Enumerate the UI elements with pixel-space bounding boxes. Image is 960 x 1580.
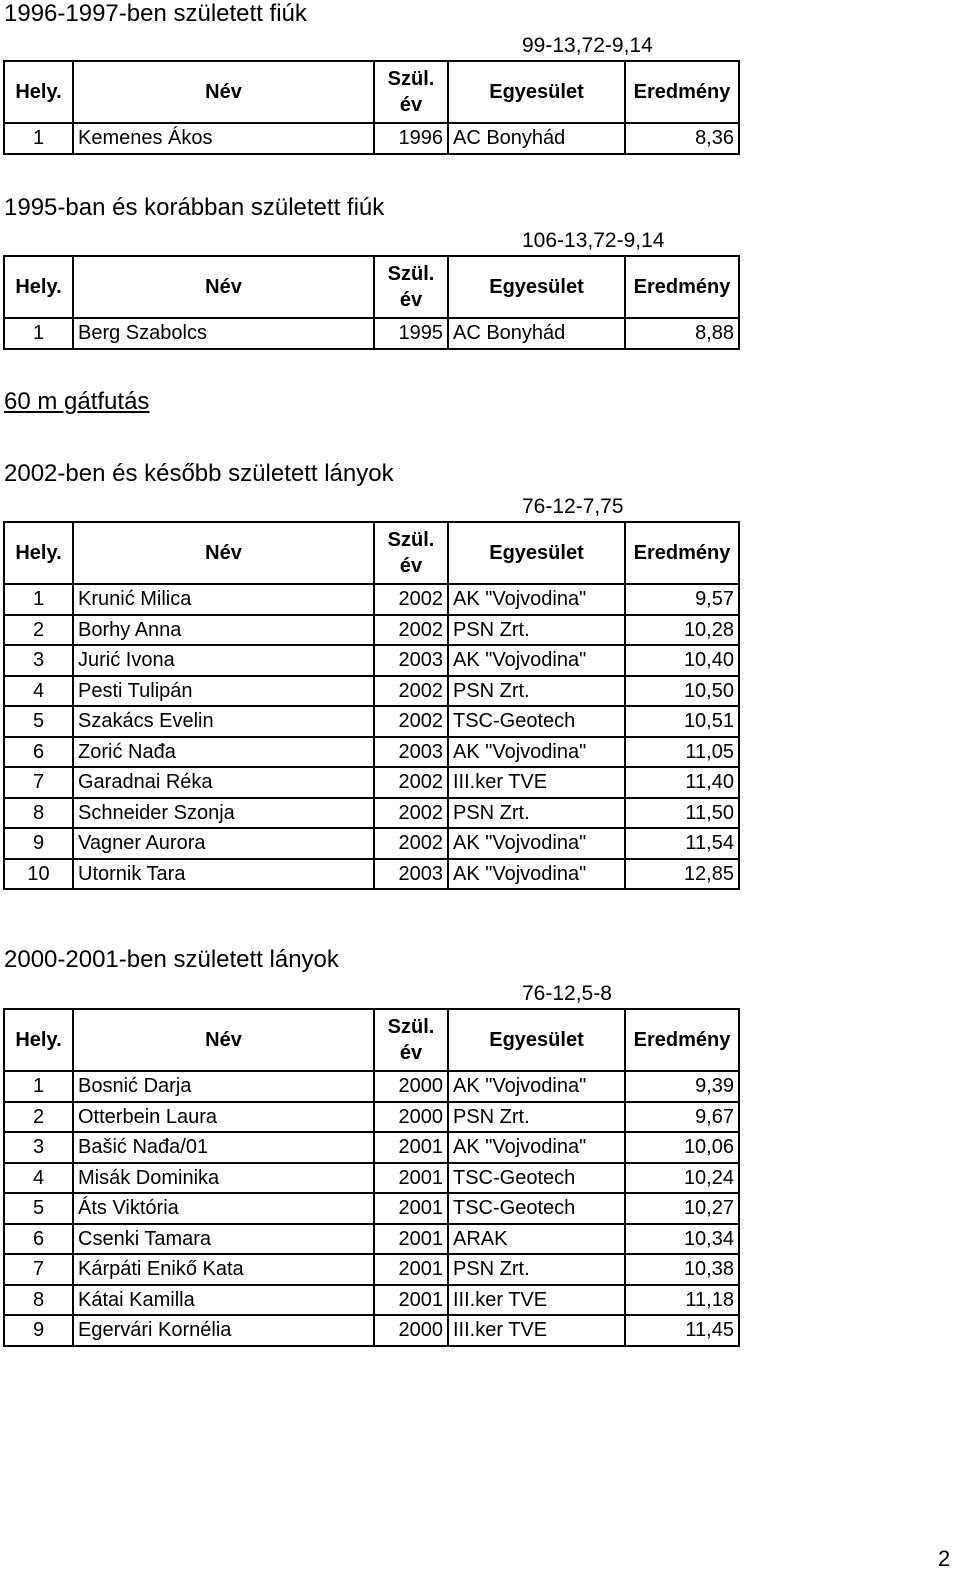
table-row (4, 767, 739, 798)
cell-birth-year: 2002 (374, 676, 448, 707)
cell-club: AK "Vojvodina" (448, 645, 625, 676)
cell-result: 10,27 (625, 1193, 739, 1224)
section-title: 2000-2001-ben született lányok (4, 946, 339, 973)
table-header (4, 256, 739, 318)
cell-name: Bosnić Darja (73, 1071, 374, 1102)
cell-position: 1 (4, 123, 73, 154)
cell-position: 9 (4, 828, 73, 859)
cell-position: 10 (4, 859, 73, 890)
table-row (4, 1071, 739, 1102)
cell-result: 10,28 (625, 615, 739, 646)
cell-birth-year: 2002 (374, 615, 448, 646)
cell-club: PSN Zrt. (448, 798, 625, 829)
table-row (4, 1132, 739, 1163)
table-body (4, 1071, 739, 1346)
cell-club: III.ker TVE (448, 767, 625, 798)
cell-club: TSC-Geotech (448, 706, 625, 737)
cell-name: Jurić Ivona (73, 645, 374, 676)
cell-name: Bašić Nađa/01 (73, 1132, 374, 1163)
cell-club: AC Bonyhád (448, 318, 625, 349)
cell-position: 5 (4, 706, 73, 737)
table-header (4, 1009, 739, 1071)
cell-name: Pesti Tulipán (73, 676, 374, 707)
cell-birth-year: 2001 (374, 1285, 448, 1316)
cell-birth-year: 2003 (374, 859, 448, 890)
header-year-line2: év (399, 555, 423, 577)
cell-name: Áts Viktória (73, 1193, 374, 1224)
cell-result: 10,06 (625, 1132, 739, 1163)
cell-club: TSC-Geotech (448, 1163, 625, 1194)
header-result: Eredmény (625, 1009, 739, 1071)
results-table (3, 521, 740, 890)
table-row (4, 318, 739, 349)
table-row (4, 706, 739, 737)
cell-name: Egervári Kornélia (73, 1315, 374, 1346)
cell-result: 11,54 (625, 828, 739, 859)
cell-name: Misák Dominika (73, 1163, 374, 1194)
cell-club: PSN Zrt. (448, 1102, 625, 1133)
cell-position: 3 (4, 1132, 73, 1163)
table-row (4, 1102, 739, 1133)
cell-position: 4 (4, 676, 73, 707)
cell-position: 4 (4, 1163, 73, 1194)
cell-position: 1 (4, 318, 73, 349)
table-row (4, 1224, 739, 1255)
header-club: Egyesület (448, 1009, 625, 1071)
cell-name: Kátai Kamilla (73, 1285, 374, 1316)
cell-position: 1 (4, 584, 73, 615)
header-result: Eredmény (625, 61, 739, 123)
header-year-line2: év (399, 1042, 423, 1064)
cell-birth-year: 2002 (374, 798, 448, 829)
header-year (374, 256, 448, 318)
cell-birth-year: 1996 (374, 123, 448, 154)
section-title: 1995-ban és korábban született fiúk (4, 194, 385, 221)
section-standard: 99-13,72-9,14 (522, 34, 653, 57)
cell-club: III.ker TVE (448, 1285, 625, 1316)
table-row (4, 1285, 739, 1316)
header-result: Eredmény (625, 522, 739, 584)
cell-result: 9,67 (625, 1102, 739, 1133)
cell-name: Kárpáti Enikő Kata (73, 1254, 374, 1285)
section-standard: 76-12-7,75 (522, 495, 624, 518)
cell-club: AC Bonyhád (448, 123, 625, 154)
cell-position: 6 (4, 737, 73, 768)
table-row (4, 1254, 739, 1285)
table-row (4, 123, 739, 154)
cell-name: Utornik Tara (73, 859, 374, 890)
table-row (4, 676, 739, 707)
cell-birth-year: 2003 (374, 737, 448, 768)
cell-position: 7 (4, 1254, 73, 1285)
cell-club: ARAK (448, 1224, 625, 1255)
cell-club: AK "Vojvodina" (448, 859, 625, 890)
cell-result: 11,50 (625, 798, 739, 829)
header-year (374, 1009, 448, 1071)
cell-club: AK "Vojvodina" (448, 737, 625, 768)
header-year-line1: Szül. (387, 263, 435, 285)
cell-birth-year: 2000 (374, 1102, 448, 1133)
cell-position: 6 (4, 1224, 73, 1255)
cell-result: 8,88 (625, 318, 739, 349)
cell-birth-year: 2002 (374, 584, 448, 615)
header-club: Egyesület (448, 256, 625, 318)
page-number: 2 (938, 1546, 951, 1571)
table-row (4, 615, 739, 646)
cell-position: 9 (4, 1315, 73, 1346)
cell-position: 5 (4, 1193, 73, 1224)
cell-result: 10,34 (625, 1224, 739, 1255)
cell-birth-year: 2002 (374, 828, 448, 859)
cell-result: 8,36 (625, 123, 739, 154)
cell-result: 11,45 (625, 1315, 739, 1346)
cell-name: Zorić Nađa (73, 737, 374, 768)
table-row (4, 1163, 739, 1194)
table-row (4, 737, 739, 768)
cell-result: 10,38 (625, 1254, 739, 1285)
table-body (4, 584, 739, 889)
cell-club: PSN Zrt. (448, 615, 625, 646)
cell-position: 2 (4, 615, 73, 646)
header-pos: Hely. (4, 61, 73, 123)
cell-position: 2 (4, 1102, 73, 1133)
cell-birth-year: 2000 (374, 1071, 448, 1102)
section-title: 2002-ben és később született lányok (4, 460, 394, 487)
table-row (4, 828, 739, 859)
table-row (4, 798, 739, 829)
cell-name: Vagner Aurora (73, 828, 374, 859)
cell-club: AK "Vojvodina" (448, 828, 625, 859)
cell-result: 11,40 (625, 767, 739, 798)
cell-position: 1 (4, 1071, 73, 1102)
cell-result: 12,85 (625, 859, 739, 890)
header-name: Név (73, 522, 374, 584)
cell-club: III.ker TVE (448, 1315, 625, 1346)
table-body (4, 123, 739, 154)
header-pos: Hely. (4, 522, 73, 584)
table-header (4, 522, 739, 584)
cell-birth-year: 2001 (374, 1224, 448, 1255)
table-header (4, 61, 739, 123)
cell-club: AK "Vojvodina" (448, 1132, 625, 1163)
cell-position: 3 (4, 645, 73, 676)
cell-name: Borhy Anna (73, 615, 374, 646)
header-year-line1: Szül. (387, 68, 435, 90)
cell-club: TSC-Geotech (448, 1193, 625, 1224)
cell-name: Krunić Milica (73, 584, 374, 615)
table-row (4, 584, 739, 615)
results-table (3, 60, 740, 155)
cell-birth-year: 2002 (374, 767, 448, 798)
cell-name: Csenki Tamara (73, 1224, 374, 1255)
cell-result: 9,57 (625, 584, 739, 615)
table-body (4, 318, 739, 349)
cell-club: AK "Vojvodina" (448, 584, 625, 615)
cell-birth-year: 2001 (374, 1254, 448, 1285)
header-club: Egyesület (448, 522, 625, 584)
cell-birth-year: 2001 (374, 1163, 448, 1194)
header-year (374, 522, 448, 584)
table-row (4, 1315, 739, 1346)
section-standard: 76-12,5-8 (522, 982, 612, 1005)
cell-birth-year: 1995 (374, 318, 448, 349)
table-row (4, 645, 739, 676)
header-year-line1: Szül. (387, 1016, 435, 1038)
cell-result: 9,39 (625, 1071, 739, 1102)
cell-club: PSN Zrt. (448, 1254, 625, 1285)
cell-result: 10,40 (625, 645, 739, 676)
cell-birth-year: 2001 (374, 1193, 448, 1224)
cell-result: 10,51 (625, 706, 739, 737)
cell-name: Berg Szabolcs (73, 318, 374, 349)
header-club: Egyesület (448, 61, 625, 123)
cell-birth-year: 2002 (374, 706, 448, 737)
cell-birth-year: 2000 (374, 1315, 448, 1346)
section-title: 1996-1997-ben született fiúk (4, 0, 307, 27)
results-table (3, 1008, 740, 1347)
header-year-line1: Szül. (387, 529, 435, 551)
cell-result: 11,05 (625, 737, 739, 768)
cell-position: 7 (4, 767, 73, 798)
cell-position: 8 (4, 798, 73, 829)
header-year (374, 61, 448, 123)
cell-result: 11,18 (625, 1285, 739, 1316)
cell-birth-year: 2001 (374, 1132, 448, 1163)
cell-name: Otterbein Laura (73, 1102, 374, 1133)
section-standard: 106-13,72-9,14 (522, 229, 665, 252)
event-title: 60 m gátfutás (4, 388, 150, 415)
header-year-line2: év (399, 289, 423, 311)
table-row (4, 1193, 739, 1224)
table-row (4, 859, 739, 890)
cell-name: Kemenes Ákos (73, 123, 374, 154)
results-table (3, 255, 740, 350)
header-name: Név (73, 256, 374, 318)
cell-name: Garadnai Réka (73, 767, 374, 798)
cell-position: 8 (4, 1285, 73, 1316)
header-name: Név (73, 1009, 374, 1071)
cell-name: Szakács Evelin (73, 706, 374, 737)
cell-club: PSN Zrt. (448, 676, 625, 707)
cell-name: Schneider Szonja (73, 798, 374, 829)
header-year-line2: év (399, 94, 423, 116)
cell-result: 10,50 (625, 676, 739, 707)
header-name: Név (73, 61, 374, 123)
cell-club: AK "Vojvodina" (448, 1071, 625, 1102)
cell-result: 10,24 (625, 1163, 739, 1194)
header-pos: Hely. (4, 1009, 73, 1071)
header-pos: Hely. (4, 256, 73, 318)
header-result: Eredmény (625, 256, 739, 318)
cell-birth-year: 2003 (374, 645, 448, 676)
